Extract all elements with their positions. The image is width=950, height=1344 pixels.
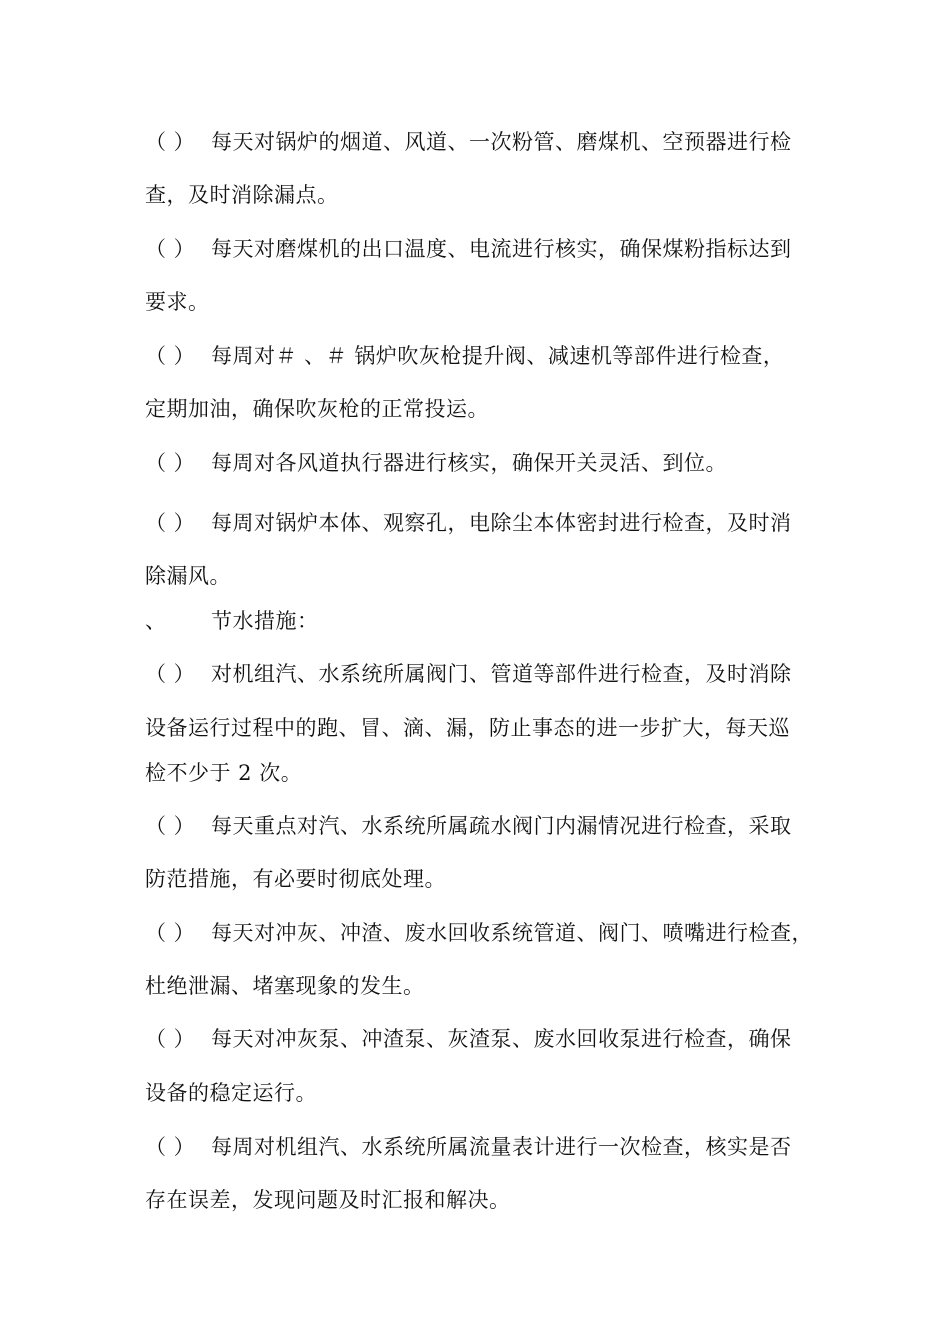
water-item-1-text-3: 检不少于 2 次。 [145,761,303,785]
item-1-line-1 [145,127,815,157]
water-item-1-text-2: 设备运行过程中的跑、冒、滴、漏，防止事态的进一步扩大，每天巡 [145,716,790,740]
water-item-4-line-2 [145,1078,815,1108]
water-item-2-text-1: 每天重点对汽、水系统所属疏水阀门内漏情况进行检查，采取 [211,814,792,838]
item-1-text-2: 查，及时消除漏点。 [145,183,339,207]
water-item-5-text-2: 存在误差，发现问题及时汇报和解决。 [145,1188,511,1212]
water-item-5-text-1: 每周对机组汽、水系统所属流量表计进行一次检查，核实是否 [211,1135,792,1159]
section-title: 节水措施： [211,609,319,633]
water-item-5-line-1 [145,1132,815,1162]
water-item-1-line-2 [145,713,815,743]
water-item-4-marker: （ ） [145,1027,196,1051]
water-item-5-line-2 [145,1185,815,1215]
water-item-4-text-1: 每天对冲灰泵、冲渣泵、灰渣泵、废水回收泵进行检查，确保 [211,1027,792,1051]
water-item-1-line-1 [145,659,815,689]
item-1-marker: （ ） [145,130,196,154]
water-item-2-text-2: 防范措施，有必要时彻底处理。 [145,867,446,891]
item-5-line-1 [145,508,815,538]
item-5-marker: （ ） [145,511,196,535]
section-heading [145,606,815,636]
water-item-1-marker: （ ） [145,662,196,686]
water-item-4-text-2: 设备的稳定运行。 [145,1081,317,1105]
item-1-text-1: 每天对锅炉的烟道、风道、一次粉管、磨煤机、空预器进行检 [211,130,792,154]
water-item-3-marker: （ ） [145,921,196,945]
water-item-2-line-1 [145,811,815,841]
water-item-2-line-2 [145,864,815,894]
section-marker: 、 [145,609,167,633]
item-2-marker: （ ） [145,237,196,261]
water-item-4-line-1 [145,1024,815,1054]
water-item-2-marker: （ ） [145,814,196,838]
item-3-text-1: 每周对＃ 、＃ 锅炉吹灰枪提升阀、减速机等部件进行检查， [211,344,785,368]
item-2-text-2: 要求。 [145,290,210,314]
water-item-3-text-1: 每天对冲灰、冲渣、废水回收系统管道、阀门、喷嘴进行检查， [211,921,813,945]
item-4-line-1 [145,448,815,478]
water-item-1-text-1: 对机组汽、水系统所属阀门、管道等部件进行检查，及时消除 [211,662,792,686]
item-4-marker: （ ） [145,451,196,475]
item-3-line-2 [145,394,815,424]
item-1-line-2 [145,180,815,210]
item-2-text-1: 每天对磨煤机的出口温度、电流进行核实，确保煤粉指标达到 [211,237,792,261]
water-item-3-text-2: 杜绝泄漏、堵塞现象的发生。 [145,974,425,998]
item-4-text-1: 每周对各风道执行器进行核实，确保开关灵活、到位。 [211,451,727,475]
item-5-line-2 [145,561,815,591]
item-2-line-2 [145,287,815,317]
water-item-3-line-1 [145,918,815,948]
water-item-5-marker: （ ） [145,1135,196,1159]
item-2-line-1 [145,234,815,264]
item-3-marker: （ ） [145,344,196,368]
item-3-line-1 [145,341,815,371]
item-5-text-1: 每周对锅炉本体、观察孔，电除尘本体密封进行检查，及时消 [211,511,792,535]
water-item-1-line-3 [145,758,815,788]
item-3-text-2: 定期加油，确保吹灰枪的正常投运。 [145,397,489,421]
water-item-3-line-2 [145,971,815,1001]
item-5-text-2: 除漏风。 [145,564,231,588]
